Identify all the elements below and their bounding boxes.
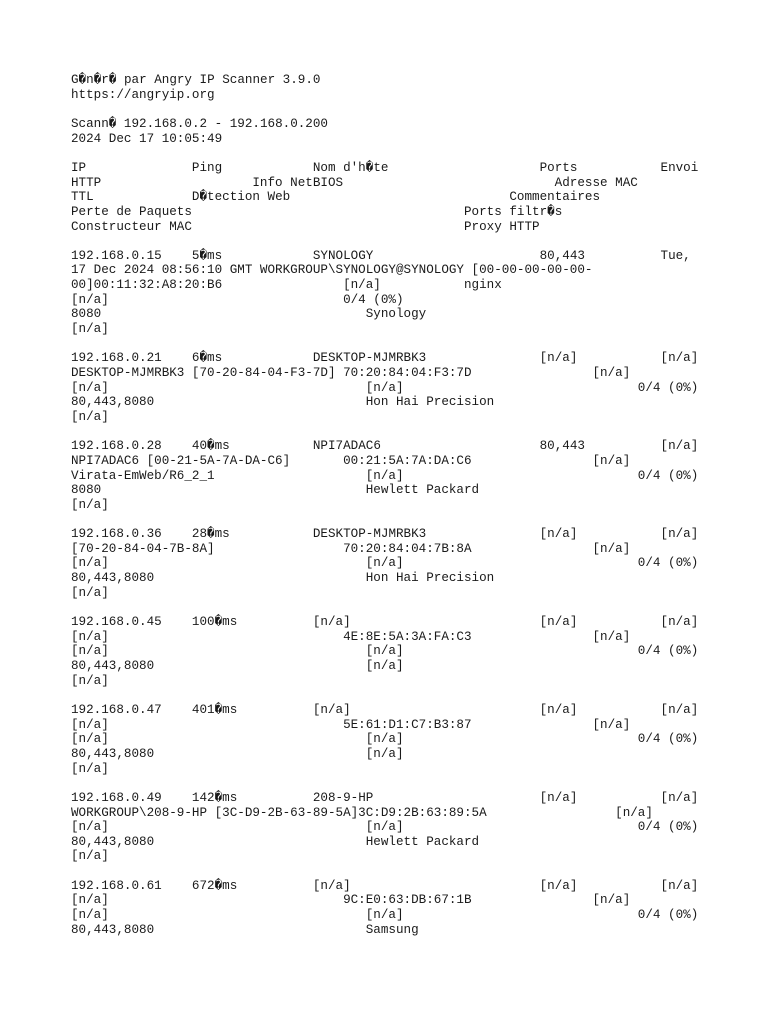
report-line: [n/a] [n/a] 0/4 (0%) — [71, 908, 699, 923]
report-line: [n/a] [n/a] 0/4 (0%) — [71, 732, 699, 747]
report-line: [n/a] [n/a] 0/4 (0%) — [71, 556, 699, 571]
report-line: 2024 Dec 17 10:05:49 — [71, 131, 223, 146]
report-line: IP Ping Nom d'h�te Ports Envoi — [71, 160, 699, 175]
report-line: 192.168.0.47 401�ms [n/a] [n/a] [n/a] — [71, 702, 699, 717]
report-line: Scann� 192.168.0.2 - 192.168.0.200 — [71, 116, 328, 131]
report-line: DESKTOP-MJMRBK3 [70-20-84-04-F3-7D] 70:20:84:04:F3:7D [n/a] — [71, 366, 631, 380]
report-line: [n/a] — [71, 322, 109, 337]
report-line: [70-20-84-04-7B-8A] 70:20:84:04:7B:8A [n/a] — [71, 541, 631, 556]
report-line: 17 Dec 2024 08:56:10 GMT WORKGROUP\SYNOLOGY@SYNOLOGY [00-00-00-00-00- — [71, 263, 593, 278]
report-line: 192.168.0.61 672�ms [n/a] [n/a] [n/a] — [71, 878, 699, 893]
report-line: HTTP Info NetBIOS Adresse MAC — [71, 175, 638, 190]
report-line: [n/a] [n/a] 0/4 (0%) — [71, 644, 699, 659]
report-line: WORKGROUP\208-9-HP [3C-D9-2B-63-89-5A]3C:D9:2B:63:89:5A [n/a] — [71, 805, 653, 820]
report-line: Virata-EmWeb/R6_2_1 [n/a] 0/4 (0%) — [71, 468, 699, 483]
report-line: 80,443,8080 Hon Hai Precision — [71, 395, 495, 410]
report-line: 192.168.0.21 6�ms DESKTOP-MJMRBK3 [n/a] [n/a] — [71, 351, 699, 366]
report-line: Perte de Paquets Ports filtr�s — [71, 204, 563, 219]
report-line: [n/a] 9C:E0:63:DB:67:1B [n/a] — [71, 893, 631, 908]
report-line: [n/a] — [71, 761, 109, 776]
report-line: https://angryip.org — [71, 87, 215, 102]
report-line: 80,443,8080 Hewlett Packard — [71, 834, 480, 849]
report-line: G�n�r� par Angry IP Scanner 3.9.0 — [71, 73, 321, 87]
report-line: Constructeur MAC Proxy HTTP — [71, 219, 540, 234]
report-line: 192.168.0.28 40�ms NPI7ADAC6 80,443 [n/a] — [71, 439, 699, 454]
report-line: 192.168.0.45 100�ms [n/a] [n/a] [n/a] — [71, 615, 699, 630]
report-line: 80,443,8080 [n/a] — [71, 659, 404, 673]
report-line: [n/a] — [71, 585, 109, 600]
report-line: 192.168.0.15 5�ms SYNOLOGY 80,443 Tue, — [71, 248, 691, 263]
report-line: 192.168.0.49 142�ms 208-9-HP [n/a] [n/a] — [71, 790, 699, 805]
report-line: 8080 Synology — [71, 307, 427, 322]
report-line: NPI7ADAC6 [00-21-5A-7A-DA-C6] 00:21:5A:7A:DA:C6 [n/a] — [71, 453, 631, 468]
report-line: [n/a] 0/4 (0%) — [71, 292, 404, 307]
report-line: [n/a] [n/a] 0/4 (0%) — [71, 820, 699, 835]
report-line: 80,443,8080 Samsung — [71, 922, 419, 937]
report-line: [n/a] — [71, 849, 109, 864]
report-line: TTL D�tection Web Commentaires — [71, 190, 601, 205]
report-line: [n/a] 5E:61:D1:C7:B3:87 [n/a] — [71, 717, 631, 732]
report-line: 00]00:11:32:A8:20:B6 [n/a] nginx — [71, 278, 502, 293]
report-line: [n/a] — [71, 673, 109, 688]
report-line: 8080 Hewlett Packard — [71, 483, 480, 498]
report-line: [n/a] [n/a] 0/4 (0%) — [71, 380, 699, 395]
report-line: [n/a] — [71, 497, 109, 512]
report-line: 192.168.0.36 28�ms DESKTOP-MJMRBK3 [n/a] [n/a] — [71, 527, 699, 542]
report-line: 80,443,8080 Hon Hai Precision — [71, 571, 495, 586]
report-line: 80,443,8080 [n/a] — [71, 746, 404, 761]
report-line: [n/a] — [71, 409, 109, 424]
report-line: [n/a] 4E:8E:5A:3A:FA:C3 [n/a] — [71, 629, 631, 644]
